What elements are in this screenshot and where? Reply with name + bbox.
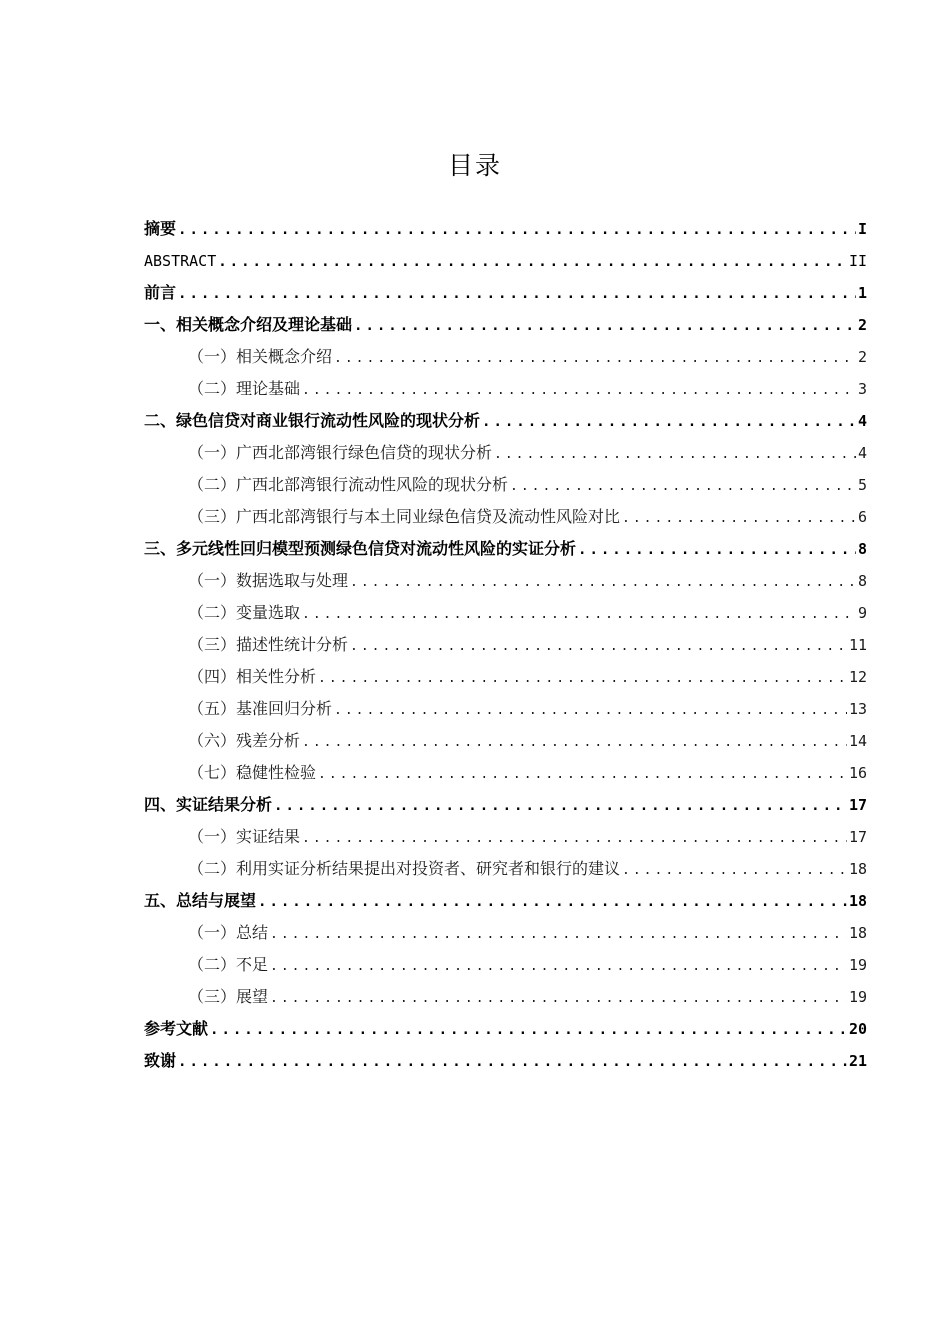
dot-leader — [258, 886, 847, 918]
toc-entry-section-3-2[interactable] — [144, 597, 867, 629]
dot-leader — [270, 951, 847, 983]
toc-entry-page: 19 — [848, 988, 867, 1006]
toc-entry-chapter-4[interactable] — [144, 789, 867, 821]
toc-entry-section-5-1[interactable] — [144, 917, 867, 949]
toc-entry-section-3-7[interactable] — [144, 757, 867, 789]
toc-entry-label: （二）广西北部湾银行流动性风险的现状分析 — [188, 475, 509, 494]
toc-entry-section-2-3[interactable] — [144, 501, 867, 533]
toc-entry-section-3-1[interactable] — [144, 565, 867, 597]
dot-leader — [350, 631, 847, 663]
toc-entry-page: 12 — [848, 668, 867, 686]
dot-leader — [494, 439, 856, 471]
toc-entry-section-1-2[interactable] — [144, 373, 867, 405]
toc-entry-label: 致谢 — [144, 1051, 177, 1070]
dot-leader — [318, 759, 847, 791]
dot-leader — [622, 855, 847, 887]
toc-entry-chapter-3[interactable] — [144, 533, 867, 565]
toc-entry-preface[interactable] — [144, 277, 867, 309]
toc-entry-section-3-5[interactable] — [144, 693, 867, 725]
toc-entry-section-3-3[interactable] — [144, 629, 867, 661]
toc-entry-page: 4 — [857, 412, 867, 430]
toc-entry-page: 20 — [848, 1020, 867, 1038]
toc-entry-label: 一、相关概念介绍及理论基础 — [144, 315, 353, 334]
toc-entry-page: I — [857, 220, 867, 238]
dot-leader — [178, 1046, 847, 1078]
toc-entry-page: 2 — [857, 316, 867, 334]
toc-entry-page: 18 — [848, 892, 867, 910]
dot-leader — [334, 695, 847, 727]
dot-leader — [178, 214, 856, 246]
toc-entry-page: 16 — [848, 764, 867, 782]
toc-entry-page: 2 — [857, 348, 867, 366]
dot-leader — [334, 343, 856, 375]
toc-entry-label: （二）利用实证分析结果提出对投资者、研究者和银行的建议 — [188, 859, 621, 878]
toc-entry-label: （三）广西北部湾银行与本土同业绿色信贷及流动性风险对比 — [188, 507, 621, 526]
toc-entry-label: （一）数据选取与处理 — [188, 571, 349, 590]
table-of-contents — [144, 213, 867, 1077]
toc-entry-page: 9 — [857, 604, 867, 622]
toc-entry-chapter-2[interactable] — [144, 405, 867, 437]
toc-entry-page: 3 — [857, 380, 867, 398]
toc-entry-label: （五）基准回归分析 — [188, 699, 333, 718]
toc-entry-page: II — [848, 252, 867, 270]
toc-entry-abstract-en[interactable] — [144, 245, 867, 277]
toc-entry-label: （一）相关概念介绍 — [188, 347, 333, 366]
toc-entry-label: （二）变量选取 — [188, 603, 301, 622]
dot-leader — [302, 727, 847, 759]
toc-entry-label: 二、绿色信贷对商业银行流动性风险的现状分析 — [144, 411, 481, 430]
dot-leader — [350, 567, 856, 599]
toc-entry-abstract-cn[interactable] — [144, 213, 867, 245]
toc-entry-page: 17 — [848, 796, 867, 814]
toc-entry-page: 5 — [857, 476, 867, 494]
toc-entry-label: （三）描述性统计分析 — [188, 635, 349, 654]
toc-entry-page: 11 — [848, 636, 867, 654]
page-title: 目录 — [447, 151, 502, 180]
toc-entry-label: ABSTRACT — [144, 252, 217, 270]
toc-entry-label: 三、多元线性回归模型预测绿色信贷对流动性风险的实证分析 — [144, 539, 577, 558]
dot-leader — [482, 406, 856, 438]
toc-entry-label: 前言 — [144, 283, 177, 302]
toc-entry-label: （二）不足 — [188, 955, 269, 974]
toc-entry-label: 四、实证结果分析 — [144, 795, 273, 814]
dot-leader — [302, 823, 847, 855]
dot-leader — [302, 375, 856, 407]
toc-entry-section-4-2[interactable] — [144, 853, 867, 885]
toc-entry-page: 8 — [857, 540, 867, 558]
toc-entry-section-5-2[interactable] — [144, 949, 867, 981]
dot-leader — [210, 1014, 847, 1046]
dot-leader — [218, 246, 847, 278]
toc-entry-label: （一）广西北部湾银行绿色信贷的现状分析 — [188, 443, 493, 462]
toc-entry-section-2-2[interactable] — [144, 469, 867, 501]
toc-entry-references[interactable] — [144, 1013, 867, 1045]
toc-entry-chapter-1[interactable] — [144, 309, 867, 341]
toc-entry-label: （六）残差分析 — [188, 731, 301, 750]
toc-entry-section-1-1[interactable] — [144, 341, 867, 373]
toc-entry-acknowledgements[interactable] — [144, 1045, 867, 1077]
toc-entry-label: 摘要 — [144, 219, 177, 238]
toc-entry-label: （二）理论基础 — [188, 379, 301, 398]
toc-entry-page: 6 — [857, 508, 867, 526]
dot-leader — [178, 278, 856, 310]
dot-leader — [622, 503, 856, 535]
toc-entry-page: 4 — [857, 444, 867, 462]
toc-entry-section-3-6[interactable] — [144, 725, 867, 757]
dot-leader — [270, 983, 847, 1015]
toc-entry-section-5-3[interactable] — [144, 981, 867, 1013]
dot-leader — [578, 534, 856, 566]
toc-entry-page: 18 — [848, 924, 867, 942]
toc-entry-label: （一）总结 — [188, 923, 269, 942]
toc-entry-chapter-5[interactable] — [144, 885, 867, 917]
dot-leader — [274, 790, 847, 822]
toc-entry-label: （一）实证结果 — [188, 827, 301, 846]
toc-entry-section-3-4[interactable] — [144, 661, 867, 693]
dot-leader — [270, 919, 847, 951]
dot-leader — [302, 599, 856, 631]
dot-leader — [510, 471, 856, 503]
toc-entry-label: （三）展望 — [188, 987, 269, 1006]
toc-entry-page: 18 — [848, 860, 867, 878]
toc-entry-page: 13 — [848, 700, 867, 718]
toc-entry-page: 14 — [848, 732, 867, 750]
toc-entry-page: 17 — [848, 828, 867, 846]
toc-entry-label: （四）相关性分析 — [188, 667, 317, 686]
toc-entry-page: 8 — [857, 572, 867, 590]
dot-leader — [318, 663, 847, 695]
toc-entry-label: 五、总结与展望 — [144, 891, 257, 910]
dot-leader — [354, 310, 856, 342]
toc-entry-label: （七）稳健性检验 — [188, 763, 317, 782]
toc-entry-section-2-1[interactable] — [144, 437, 867, 469]
toc-entry-page: 1 — [857, 284, 867, 302]
toc-entry-page: 19 — [848, 956, 867, 974]
toc-entry-page: 21 — [848, 1052, 867, 1070]
toc-entry-label: 参考文献 — [144, 1019, 209, 1038]
toc-entry-section-4-1[interactable] — [144, 821, 867, 853]
